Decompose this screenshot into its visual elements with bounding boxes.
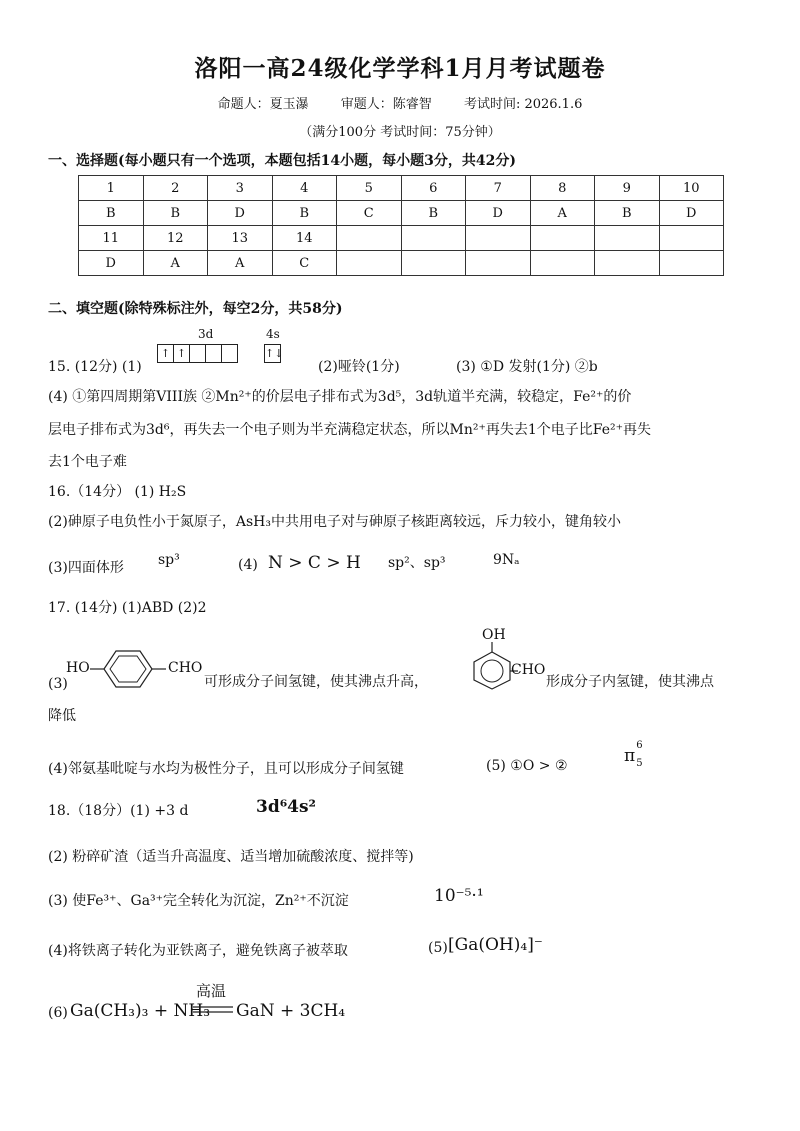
orbital-box: ↑ — [157, 344, 174, 363]
q18-p4: (4)将铁离子转化为亚铁离子，避免铁离子被萃取 — [48, 943, 348, 959]
q16-p4-hyb: sp²、sp³ — [388, 555, 446, 571]
orbital-box: ↑ — [173, 344, 190, 363]
q18-config: 3d⁶4s² — [256, 797, 317, 817]
q15-p3: (3) ①D 发射(1分) ②b — [456, 359, 598, 375]
answer-cell: C — [272, 251, 337, 276]
section2-heading: 二、填空题(除特殊标注外，每空2分，共58分) — [48, 301, 343, 317]
question-number-cell — [337, 226, 402, 251]
q18-p3-value: 10⁻⁵·¹ — [434, 886, 484, 906]
q15-p4-line2: 层电子排布式为3d⁶，再失去一个电子则为半充满稳定状态，所以Mn²⁺再失去1个电子比Fe²⁺再失 — [48, 422, 651, 438]
q15-p4-line1: (4) ①第四周期第VIII族 ②Mn²⁺的价层电子排布式为3d⁵，3d轨道半充满，较稳定，Fe²⁺的价 — [48, 389, 632, 405]
table-row — [79, 226, 724, 251]
para-hydroxybenzaldehyde-structure — [88, 648, 168, 690]
q18-p2: (2) 粉碎矿渣（适当升高温度、适当增加硫酸浓度、搅拌等) — [48, 849, 414, 865]
q16-line2: (2)砷原子电负性小于氮原子，AsH₃中共用电子对与砷原子核距离较远，斥力较小，键角较小 — [48, 514, 621, 530]
ho-label: HO — [66, 660, 90, 676]
answer-cell: D — [659, 201, 724, 226]
exam-meta — [0, 93, 800, 112]
ortho-hydroxybenzaldehyde-structure — [458, 640, 518, 690]
section1-heading: 一、选择题(每小题只有一个选项，本题包括14小题，每小题3分，共42分) — [48, 153, 516, 169]
question-number-cell: 14 — [272, 226, 337, 251]
answer-cell: B — [79, 201, 144, 226]
question-number-cell: 5 — [337, 176, 402, 201]
cho-label-2: CHO — [511, 662, 546, 678]
answer-cell — [337, 251, 402, 276]
q17-p3-end2: 降低 — [48, 708, 76, 724]
table-row — [79, 251, 724, 276]
answer-cell: B — [401, 201, 466, 226]
q16-line1: 16.（14分） (1) H₂S — [48, 484, 187, 500]
answer-cell: A — [530, 201, 595, 226]
answer-cell — [466, 251, 531, 276]
score-time: （满分100分 考试时间：75分钟） — [299, 125, 501, 140]
question-number-cell: 12 — [143, 226, 208, 251]
orbital-3d — [158, 327, 238, 363]
question-number-cell: 9 — [595, 176, 660, 201]
cho-label: CHO — [168, 660, 203, 676]
orbital-box — [189, 344, 206, 363]
oh-label: OH — [482, 627, 506, 643]
question-number-cell: 3 — [208, 176, 273, 201]
orbital-4s — [265, 327, 284, 363]
pi-superscript: 6 — [636, 740, 643, 751]
question-number-cell: 11 — [79, 226, 144, 251]
question-number-cell — [595, 226, 660, 251]
reaction-equals-sign — [193, 1006, 233, 1014]
answer-cell: D — [208, 201, 273, 226]
exam-date: 考试时间: 2026.1.6 — [463, 97, 583, 112]
q17-p3-mid: 可形成分子间氢键，使其沸点升高， — [204, 674, 428, 690]
answer-cell — [659, 251, 724, 276]
q17-p3-end: 形成分子内氢键，使其沸点 — [546, 674, 714, 690]
pi-subscript: 5 — [636, 758, 643, 769]
table-row — [79, 201, 724, 226]
answer-cell: D — [466, 201, 531, 226]
q18-p5-ion: [Ga(OH)₄]⁻ — [448, 935, 543, 955]
q15-label: 15. (12分) (1) — [48, 359, 142, 375]
q18-line1: 18.（18分）(1) +3 d — [48, 803, 189, 819]
question-number-cell — [659, 226, 724, 251]
q15-p4-line3: 去1个电子难 — [48, 454, 127, 470]
question-number-cell: 2 — [143, 176, 208, 201]
q16-p3: (3)四面体形 — [48, 560, 124, 576]
answer-table — [78, 175, 724, 276]
answer-cell — [530, 251, 595, 276]
orbital-box — [205, 344, 222, 363]
q18-p5: (5) — [428, 940, 448, 956]
q18-p3: (3) 使Fe³⁺、Ga³⁺完全转化为沉淀，Zn²⁺不沉淀 — [48, 893, 349, 909]
author: 命题人：夏玉瀑 — [217, 97, 309, 112]
answer-cell: B — [272, 201, 337, 226]
orbital-4s-label: 4s — [266, 327, 280, 341]
answer-cell: D — [79, 251, 144, 276]
q18-p6-right: GaN + 3CH₄ — [236, 1001, 346, 1021]
answer-cell: A — [208, 251, 273, 276]
question-number-cell — [401, 226, 466, 251]
q17-line1: 17. (14分) (1)ABD (2)2 — [48, 600, 207, 616]
orbital-3d-label: 3d — [198, 327, 214, 341]
question-number-cell: 4 — [272, 176, 337, 201]
question-number-cell: 10 — [659, 176, 724, 201]
q18-p6-condition: 高温 — [196, 982, 227, 1000]
question-number-cell — [466, 226, 531, 251]
reviewer: 审题人：陈睿智 — [340, 97, 432, 112]
question-number-cell — [530, 226, 595, 251]
q18-p6-left: Ga(CH₃)₃ + NH₃ — [70, 1001, 211, 1021]
answer-cell: B — [143, 201, 208, 226]
orbital-box — [221, 344, 238, 363]
pi-symbol — [624, 740, 643, 769]
q16-p3-hyb: sp³ — [158, 552, 180, 568]
question-number-cell: 1 — [79, 176, 144, 201]
q17-p4: (4)邻氨基吡啶与水均为极性分子，且可以形成分子间氢键 — [48, 761, 404, 777]
answer-cell: A — [143, 251, 208, 276]
answer-cell — [595, 251, 660, 276]
q17-p3-prefix: (3) — [48, 676, 68, 692]
q16-p4-order: N > C > H — [268, 553, 361, 573]
q16-p4: (4) — [238, 557, 258, 573]
answer-cell: B — [595, 201, 660, 226]
question-number-cell: 6 — [401, 176, 466, 201]
answer-cell: C — [337, 201, 402, 226]
pi-letter: π — [624, 746, 636, 766]
question-number-cell: 13 — [208, 226, 273, 251]
q16-p4-count: 9Nₐ — [493, 552, 520, 568]
question-number-cell: 8 — [530, 176, 595, 201]
q18-p6-prefix: (6) — [48, 1005, 68, 1021]
q17-p5: (5) ①O > ② — [486, 758, 568, 774]
orbital-box: ↑↓ — [264, 344, 281, 363]
answer-cell — [401, 251, 466, 276]
table-row — [79, 176, 724, 201]
question-number-cell: 7 — [466, 176, 531, 201]
page-title: 洛阳一高24级化学学科1月月考试题卷 — [194, 55, 606, 82]
q15-p2: (2)哑铃(1分) — [318, 359, 400, 375]
